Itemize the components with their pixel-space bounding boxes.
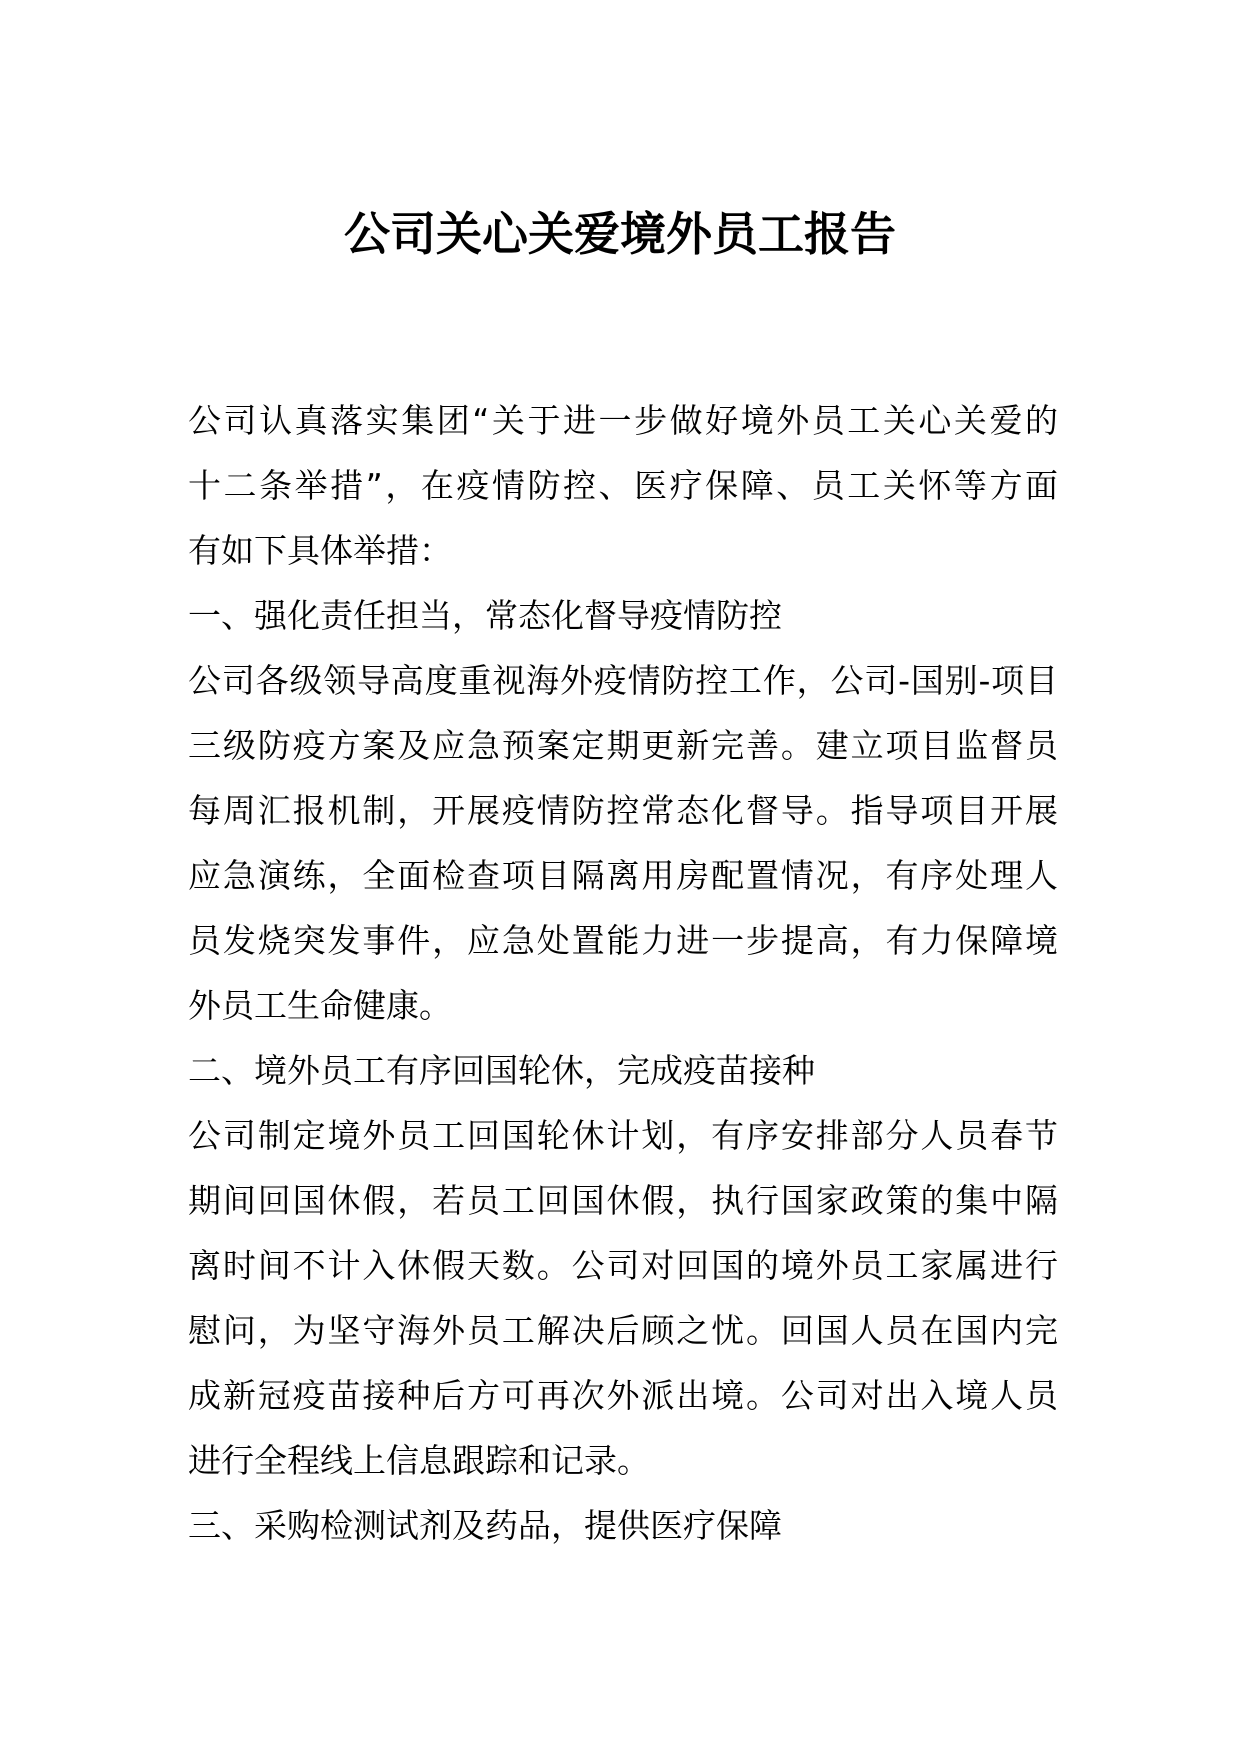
paragraph-line: 十二条举措”，在疫情防控、医疗保障、员工关怀等方面 xyxy=(188,466,1058,505)
paragraph-line: 公司各级领导高度重视海外疫情防控工作，公司-国别-项目 xyxy=(188,661,1058,700)
paragraph-line: 应急演练，全面检查项目隔离用房配置情况，有序处理人 xyxy=(188,856,1058,895)
section-1-paragraph xyxy=(188,648,1058,1038)
intro-paragraph xyxy=(188,388,1058,583)
paragraph-line: 三级防疫方案及应急预案定期更新完善。建立项目监督员 xyxy=(188,726,1058,765)
paragraph-line: 成新冠疫苗接种后方可再次外派出境。公司对出入境人员 xyxy=(188,1376,1058,1415)
paragraph-line: 进行全程线上信息跟踪和记录。 xyxy=(188,1441,650,1480)
paragraph-line: 员发烧突发事件，应急处置能力进一步提高，有力保障境 xyxy=(188,921,1058,960)
paragraph-line: 公司制定境外员工回国轮休计划，有序安排部分人员春节 xyxy=(188,1116,1058,1155)
document-body xyxy=(188,388,1058,1558)
paragraph-line: 有如下具体举措： xyxy=(188,531,452,570)
document-title: 公司关心关爱境外员工报告 xyxy=(344,207,896,261)
paragraph-line: 离时间不计入休假天数。公司对回国的境外员工家属进行 xyxy=(188,1246,1058,1285)
section-heading-3: 三、采购检测试剂及药品，提供医疗保障 xyxy=(188,1506,782,1545)
paragraph-line: 每周汇报机制，开展疫情防控常态化督导。指导项目开展 xyxy=(188,791,1058,830)
section-heading-2: 二、境外员工有序回国轮休，完成疫苗接种 xyxy=(188,1051,815,1090)
section-heading-1: 一、强化责任担当，常态化督导疫情防控 xyxy=(188,596,782,635)
section-2-paragraph xyxy=(188,1103,1058,1493)
paragraph-line: 外员工生命健康。 xyxy=(188,986,452,1025)
paragraph-line: 期间回国休假，若员工回国休假，执行国家政策的集中隔 xyxy=(188,1181,1058,1220)
paragraph-line: 慰问，为坚守海外员工解决后顾之忧。回国人员在国内完 xyxy=(188,1311,1058,1350)
paragraph-line: 公司认真落实集团“关于进一步做好境外员工关心关爱的 xyxy=(188,401,1058,440)
